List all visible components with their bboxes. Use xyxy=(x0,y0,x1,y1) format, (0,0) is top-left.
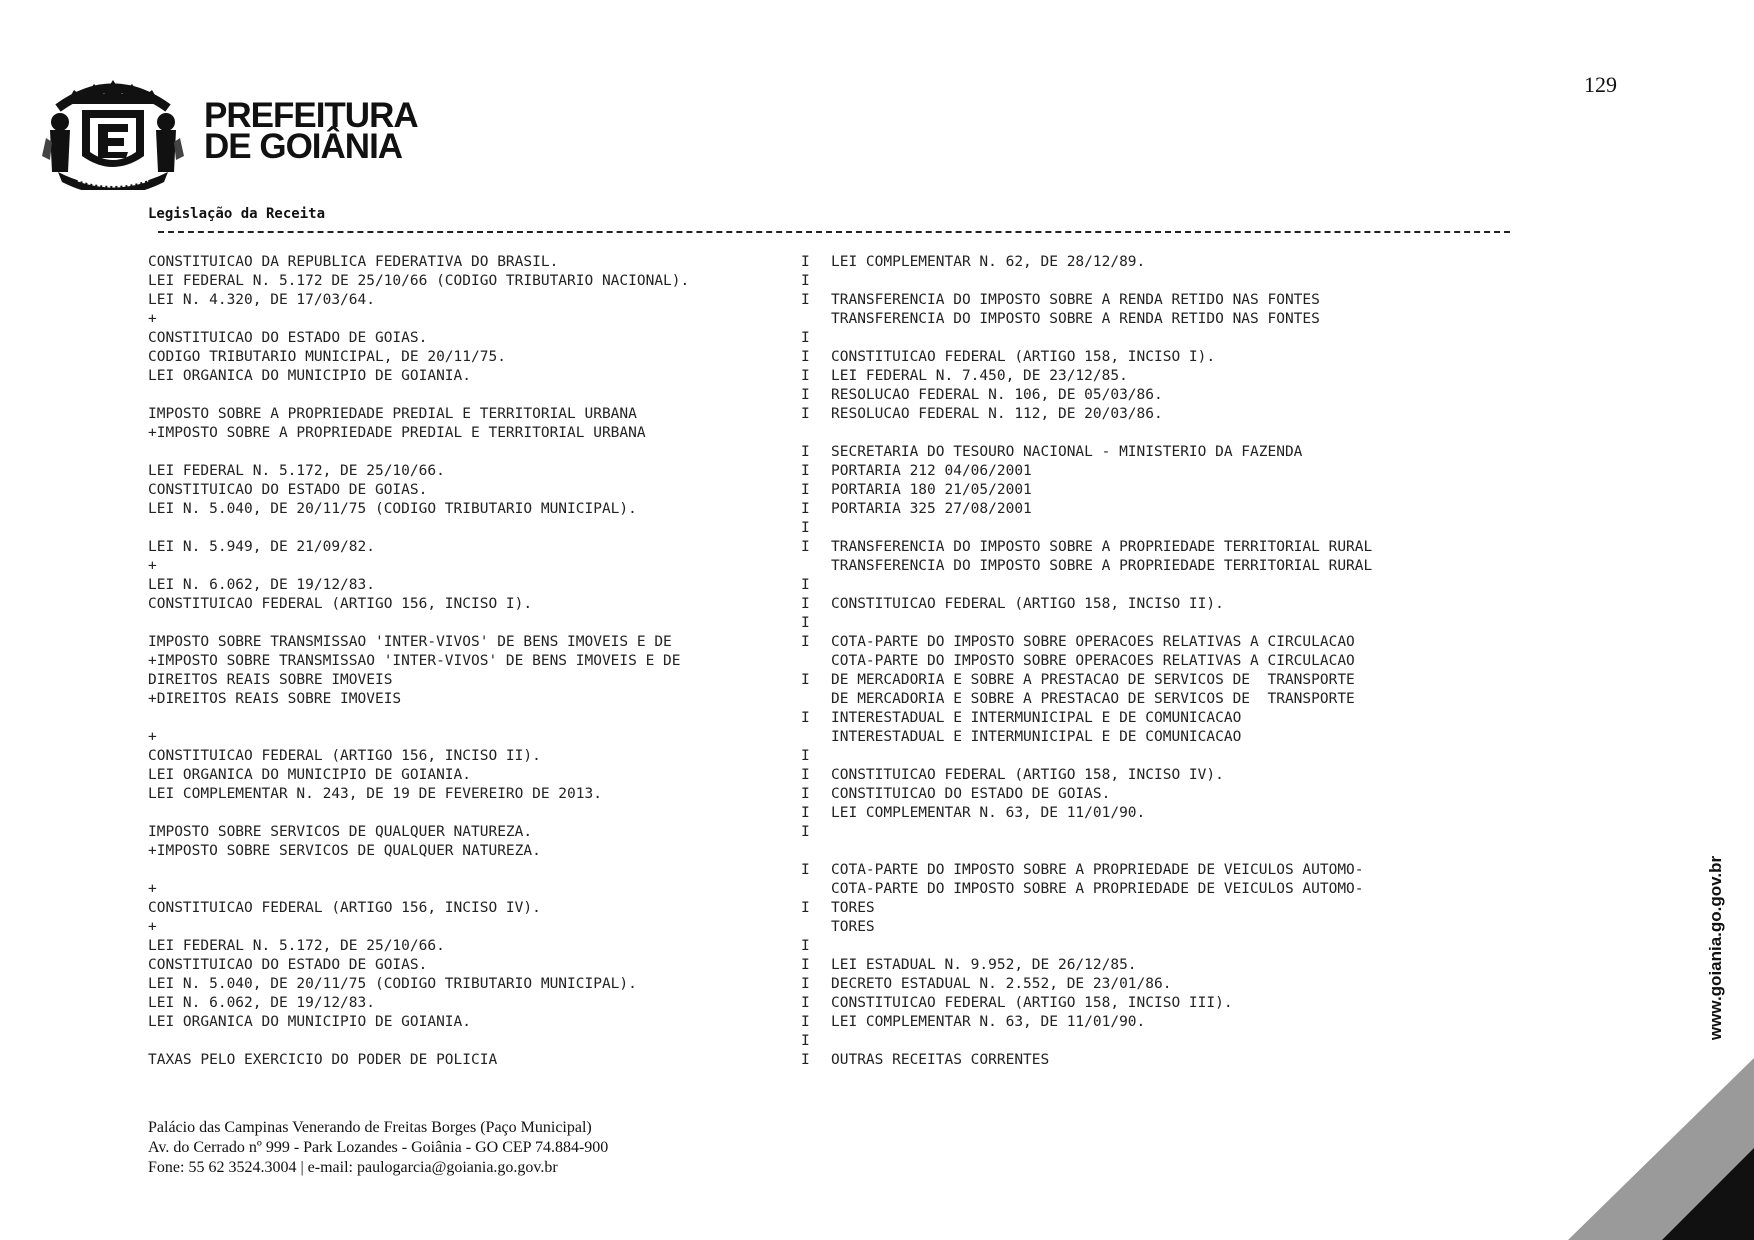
separators-line: I xyxy=(801,615,810,631)
separators-line: I xyxy=(801,273,810,289)
brand-line-1: PREFEITURA xyxy=(204,96,418,135)
left-line: IMPOSTO SOBRE SERVICOS DE QUALQUER NATUREZA. xyxy=(148,824,533,840)
left-line: CONSTITUICAO FEDERAL (ARTIGO 156, INCISO II). xyxy=(148,748,541,764)
left-line xyxy=(148,614,689,633)
left-line: LEI FEDERAL N. 5.172, DE 25/10/66. xyxy=(148,938,445,954)
footer-line-3: Fone: 55 62 3524.3004 | e-mail: paulogarcia@goiania.go.gov.br xyxy=(148,1159,558,1176)
right-line: LEI COMPLEMENTAR N. 62, DE 28/12/89. xyxy=(831,254,1146,270)
left-line xyxy=(148,1032,689,1051)
left-line: LEI FEDERAL N. 5.172 DE 25/10/66 (CODIGO TRIBUTARIO NACIONAL). xyxy=(148,273,690,289)
right-line xyxy=(831,424,1372,443)
separators-line: I xyxy=(801,976,810,992)
right-line xyxy=(831,1032,1372,1051)
right-line: CONSTITUICAO FEDERAL (ARTIGO 158, INCISO I). xyxy=(831,349,1216,365)
separators-line: I xyxy=(801,292,810,308)
right-line: TRANSFERENCIA DO IMPOSTO SOBRE A PROPRIEDADE TERRITORIAL RURAL xyxy=(831,558,1373,574)
right-line: TRANSFERENCIA DO IMPOSTO SOBRE A RENDA RETIDO NAS FONTES xyxy=(831,292,1320,308)
section-title: Legislação da Receita xyxy=(148,206,326,222)
separators-line xyxy=(801,728,810,747)
right-line: COTA-PARTE DO IMPOSTO SOBRE OPERACOES RELATIVAS A CIRCULACAO xyxy=(831,634,1355,650)
separators-line: I xyxy=(801,767,810,783)
right-line: RESOLUCAO FEDERAL N. 112, DE 20/03/86. xyxy=(831,406,1163,422)
left-column xyxy=(148,253,689,1070)
separators-line xyxy=(801,557,810,576)
right-line xyxy=(831,519,1372,538)
separators-line: I xyxy=(801,406,810,422)
right-column xyxy=(831,253,1372,1070)
left-line: LEI N. 5.040, DE 20/11/75 (CODIGO TRIBUTARIO MUNICIPAL). xyxy=(148,976,637,992)
separators-line xyxy=(801,880,810,899)
separators-line xyxy=(801,690,810,709)
brand-name xyxy=(204,96,418,166)
right-line xyxy=(831,937,1372,956)
left-line: IMPOSTO SOBRE TRANSMISSAO 'INTER-VIVOS' DE BENS IMOVEIS E DE xyxy=(148,634,672,650)
right-line: CONSTITUICAO FEDERAL (ARTIGO 158, INCISO II). xyxy=(831,596,1224,612)
right-line xyxy=(831,747,1372,766)
right-line: DECRETO ESTADUAL N. 2.552, DE 23/01/86. xyxy=(831,976,1172,992)
footer-line-2: Av. do Cerrado nº 999 - Park Lozandes - Goiânia - GO CEP 74.884-900 xyxy=(148,1139,609,1156)
right-line: COTA-PARTE DO IMPOSTO SOBRE A PROPRIEDADE DE VEICULOS AUTOMO- xyxy=(831,862,1364,878)
left-line: CONSTITUICAO DA REPUBLICA FEDERATIVA DO BRASIL. xyxy=(148,254,559,270)
footer-address xyxy=(148,1118,608,1178)
left-line: IMPOSTO SOBRE A PROPRIEDADE PREDIAL E TERRITORIAL URBANA xyxy=(148,406,637,422)
right-line xyxy=(831,272,1372,291)
separators-line: I xyxy=(801,1014,810,1030)
left-line: LEI N. 5.040, DE 20/11/75 (CODIGO TRIBUTARIO MUNICIPAL). xyxy=(148,501,637,517)
coat-of-arms-icon xyxy=(38,60,188,190)
separators-line: I xyxy=(801,520,810,536)
right-line xyxy=(831,823,1372,842)
dashed-divider xyxy=(158,231,1510,233)
right-line: DE MERCADORIA E SOBRE A PRESTACAO DE SERVICOS DE TRANSPORTE xyxy=(831,672,1355,688)
left-line: LEI ORGANICA DO MUNICIPIO DE GOIANIA. xyxy=(148,368,472,384)
right-line: COTA-PARTE DO IMPOSTO SOBRE A PROPRIEDADE DE VEICULOS AUTOMO- xyxy=(831,881,1364,897)
separators-line: I xyxy=(801,577,810,593)
right-line: TRANSFERENCIA DO IMPOSTO SOBRE A RENDA RETIDO NAS FONTES xyxy=(831,311,1320,327)
prefeitura-logo xyxy=(38,60,418,190)
separators-line: I xyxy=(801,900,810,916)
left-line: +IMPOSTO SOBRE TRANSMISSAO 'INTER-VIVOS' DE BENS IMOVEIS E DE xyxy=(148,653,681,669)
left-line: LEI FEDERAL N. 5.172, DE 25/10/66. xyxy=(148,463,445,479)
right-line: SECRETARIA DO TESOURO NACIONAL - MINISTERIO DA FAZENDA xyxy=(831,444,1303,460)
right-line: PORTARIA 212 04/06/2001 xyxy=(831,463,1032,479)
left-line: TAXAS PELO EXERCICIO DO PODER DE POLICIA xyxy=(148,1052,498,1068)
right-line: DE MERCADORIA E SOBRE A PRESTACAO DE SERVICOS DE TRANSPORTE xyxy=(831,691,1355,707)
separators-line: I xyxy=(801,957,810,973)
left-line: LEI N. 6.062, DE 19/12/83. xyxy=(148,995,375,1011)
separators-line: I xyxy=(801,482,810,498)
legislation-listing xyxy=(148,253,1518,1073)
right-line xyxy=(831,576,1372,595)
separators-line xyxy=(801,842,810,861)
corner-triangle-decoration xyxy=(1568,1058,1754,1240)
right-line: INTERESTADUAL E INTERMUNICIPAL E DE COMUNICACAO xyxy=(831,710,1242,726)
right-line xyxy=(831,329,1372,348)
left-line: + xyxy=(148,311,157,327)
separators-line: I xyxy=(801,330,810,346)
separators-line: I xyxy=(801,387,810,403)
separators-line: I xyxy=(801,501,810,517)
right-line: LEI COMPLEMENTAR N. 63, DE 11/01/90. xyxy=(831,1014,1146,1030)
left-line xyxy=(148,861,689,880)
left-line: +IMPOSTO SOBRE SERVICOS DE QUALQUER NATUREZA. xyxy=(148,843,541,859)
right-line xyxy=(831,614,1372,633)
left-line: CONSTITUICAO DO ESTADO DE GOIAS. xyxy=(148,957,428,973)
separators-line: I xyxy=(801,1033,810,1049)
right-line: CONSTITUICAO DO ESTADO DE GOIAS. xyxy=(831,786,1111,802)
right-line: OUTRAS RECEITAS CORRENTES xyxy=(831,1052,1050,1068)
right-line: TORES xyxy=(831,919,875,935)
separator-column xyxy=(801,253,810,1070)
left-line: CONSTITUICAO FEDERAL (ARTIGO 156, INCISO IV). xyxy=(148,900,541,916)
left-line: LEI ORGANICA DO MUNICIPIO DE GOIANIA. xyxy=(148,1014,472,1030)
right-line: LEI ESTADUAL N. 9.952, DE 26/12/85. xyxy=(831,957,1137,973)
right-line: LEI FEDERAL N. 7.450, DE 23/12/85. xyxy=(831,368,1128,384)
left-line: +DIREITOS REAIS SOBRE IMOVEIS xyxy=(148,691,402,707)
right-line: PORTARIA 325 27/08/2001 xyxy=(831,501,1032,517)
left-line xyxy=(148,519,689,538)
left-line: LEI N. 5.949, DE 21/09/82. xyxy=(148,539,375,555)
footer-line-1: Palácio das Campinas Venerando de Freitas Borges (Paço Municipal) xyxy=(148,1119,592,1136)
separators-line: I xyxy=(801,672,810,688)
separators-line xyxy=(801,310,810,329)
left-line xyxy=(148,804,689,823)
left-line: + xyxy=(148,919,157,935)
separators-line: I xyxy=(801,748,810,764)
separators-line: I xyxy=(801,938,810,954)
side-url: www.goiania.go.gov.br xyxy=(1706,855,1725,1041)
left-line: DIREITOS REAIS SOBRE IMOVEIS xyxy=(148,672,393,688)
left-line xyxy=(148,443,689,462)
separators-line: I xyxy=(801,786,810,802)
separators-line: I xyxy=(801,463,810,479)
separators-line: I xyxy=(801,349,810,365)
left-line: +IMPOSTO SOBRE A PROPRIEDADE PREDIAL E TERRITORIAL URBANA xyxy=(148,425,646,441)
right-line: INTERESTADUAL E INTERMUNICIPAL E DE COMUNICACAO xyxy=(831,729,1242,745)
right-line: CONSTITUICAO FEDERAL (ARTIGO 158, INCISO IV). xyxy=(831,767,1224,783)
right-line: PORTARIA 180 21/05/2001 xyxy=(831,482,1032,498)
left-line: CONSTITUICAO FEDERAL (ARTIGO 156, INCISO I). xyxy=(148,596,533,612)
left-line: + xyxy=(148,558,157,574)
separators-line: I xyxy=(801,862,810,878)
page-number: 129 xyxy=(1584,72,1617,97)
separators-line: I xyxy=(801,444,810,460)
left-line: CONSTITUICAO DO ESTADO DE GOIAS. xyxy=(148,330,428,346)
separators-line: I xyxy=(801,710,810,726)
left-line: LEI COMPLEMENTAR N. 243, DE 19 DE FEVEREIRO DE 2013. xyxy=(148,786,602,802)
separators-line xyxy=(801,424,810,443)
right-line: CONSTITUICAO FEDERAL (ARTIGO 158, INCISO III). xyxy=(831,995,1233,1011)
left-line xyxy=(148,386,689,405)
left-line: + xyxy=(148,881,157,897)
separators-line xyxy=(801,918,810,937)
left-line: CODIGO TRIBUTARIO MUNICIPAL, DE 20/11/75. xyxy=(148,349,506,365)
separators-line: I xyxy=(801,805,810,821)
left-line: CONSTITUICAO DO ESTADO DE GOIAS. xyxy=(148,482,428,498)
brand-line-2: DE GOIÂNIA xyxy=(204,127,403,166)
separators-line: I xyxy=(801,824,810,840)
left-line: LEI N. 4.320, DE 17/03/64. xyxy=(148,292,375,308)
right-line xyxy=(831,842,1372,861)
right-line: TORES xyxy=(831,900,875,916)
right-line: LEI COMPLEMENTAR N. 63, DE 11/01/90. xyxy=(831,805,1146,821)
left-line: + xyxy=(148,729,157,745)
separators-line: I xyxy=(801,368,810,384)
separators-line: I xyxy=(801,634,810,650)
right-line: TRANSFERENCIA DO IMPOSTO SOBRE A PROPRIEDADE TERRITORIAL RURAL xyxy=(831,539,1373,555)
left-line xyxy=(148,709,689,728)
left-line: LEI ORGANICA DO MUNICIPIO DE GOIANIA. xyxy=(148,767,472,783)
right-line: COTA-PARTE DO IMPOSTO SOBRE OPERACOES RELATIVAS A CIRCULACAO xyxy=(831,653,1355,669)
right-line: RESOLUCAO FEDERAL N. 106, DE 05/03/86. xyxy=(831,387,1163,403)
separators-line: I xyxy=(801,539,810,555)
separators-line xyxy=(801,652,810,671)
left-line: LEI N. 6.062, DE 19/12/83. xyxy=(148,577,375,593)
separators-line: I xyxy=(801,254,810,270)
separators-line: I xyxy=(801,995,810,1011)
separators-line: I xyxy=(801,596,810,612)
separators-line: I xyxy=(801,1052,810,1068)
